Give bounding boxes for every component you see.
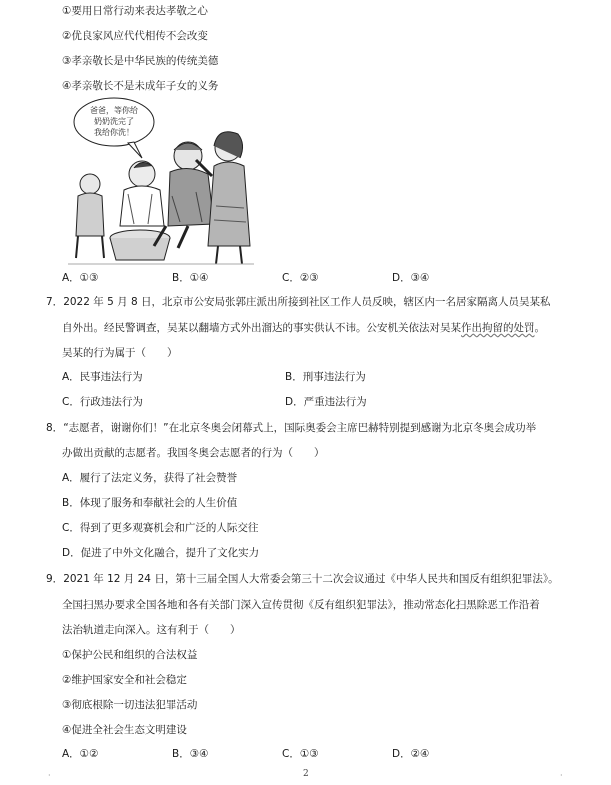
wavy-underline-text: 作出拘留的处罚	[461, 322, 535, 334]
corner-mark-right: ·	[560, 771, 563, 780]
question-9-number: 9．	[46, 573, 64, 585]
q9-option-c: C．①③	[282, 748, 319, 760]
option-a: A．①③	[62, 272, 99, 284]
q9-statement-3: ③彻底根除一切违法犯罪活动	[62, 699, 198, 711]
statement-3: ③孝亲敬长是中华民族的传统美德	[62, 55, 219, 67]
q8-option-c: C．得到了更多观赛机会和广泛的人际交往	[62, 522, 259, 534]
q7-option-c: C．行政违法行为	[62, 396, 143, 408]
option-d: D．③④	[392, 272, 430, 284]
option-c: C．②③	[282, 272, 319, 284]
q9-statement-1: ①保护公民和组织的合法权益	[62, 649, 198, 661]
q8-option-b: B．体现了服务和奉献社会的人生价值	[62, 497, 238, 509]
bubble-line-2: 奶奶洗完了	[94, 117, 134, 126]
question-7-line-1: 7．2022 年 5 月 8 日，北京市公安局张郭庄派出所接到社区工作人员反映，辖区内一名居家隔离人员吴某私	[46, 296, 551, 308]
statement-4: ④孝亲敬长不是未成年子女的义务	[62, 80, 219, 92]
page-number: 2	[303, 769, 309, 779]
cartoon-illustration	[68, 96, 254, 266]
statement-1: ①要用日常行动来表达孝敬之心	[62, 5, 208, 17]
q7-option-a: A．民事违法行为	[62, 371, 143, 383]
q9-option-d: D．②④	[392, 748, 430, 760]
q9-option-a: A．①②	[62, 748, 99, 760]
question-8-number: 8．	[46, 422, 64, 434]
question-7-line-2: 自外出。经民警调查，吴某以翻墙方式外出溜达的事实供认不讳。公安机关依法对吴某作出拘留的处罚。	[62, 322, 545, 334]
statement-2: ②优良家风应代代相传不会改变	[62, 30, 208, 42]
question-9-line-1: 9．2021 年 12 月 24 日，第十三届全国人大常委会第三十二次会议通过《中华人民共和国反有组织犯罪法》。	[46, 573, 559, 585]
question-8-line-1: 8．“志愿者，谢谢你们！”在北京冬奥会闭幕式上，国际奥委会主席巴赫特别提到感谢为北京冬奥会成功举	[46, 422, 537, 434]
bubble-line-3: 我给你洗！	[94, 128, 134, 137]
q7-option-b: B．刑事违法行为	[285, 371, 366, 383]
q9-option-b: B．③④	[172, 748, 209, 760]
q9-statement-4: ④促进全社会生态文明建设	[62, 724, 187, 736]
question-7-number: 7．	[46, 296, 64, 308]
bubble-line-1: 爸爸，等你给	[90, 106, 138, 115]
q7-option-d: D．严重违法行为	[285, 396, 367, 408]
question-9-line-2: 全国扫黑办要求全国各地和各有关部门深入宣传贯彻《反有组织犯罪法》，推动常态化扫黑除恶工作沿着	[62, 599, 540, 611]
corner-mark-left: ·	[48, 771, 51, 780]
question-8-line-2: 办做出贡献的志愿者。我国冬奥会志愿者的行为（ ）	[62, 447, 325, 459]
question-9-line-3: 法治轨道走向深入。这有利于（ ）	[62, 624, 241, 636]
q9-statement-2: ②维护国家安全和社会稳定	[62, 674, 187, 686]
q8-option-a: A．履行了法定义务，获得了社会赞誉	[62, 472, 238, 484]
q8-option-d: D．促进了中外文化融合，提升了文化实力	[62, 547, 260, 559]
option-b: B．①④	[172, 272, 209, 284]
question-7-line-3: 吴某的行为属于（ ）	[62, 347, 178, 359]
